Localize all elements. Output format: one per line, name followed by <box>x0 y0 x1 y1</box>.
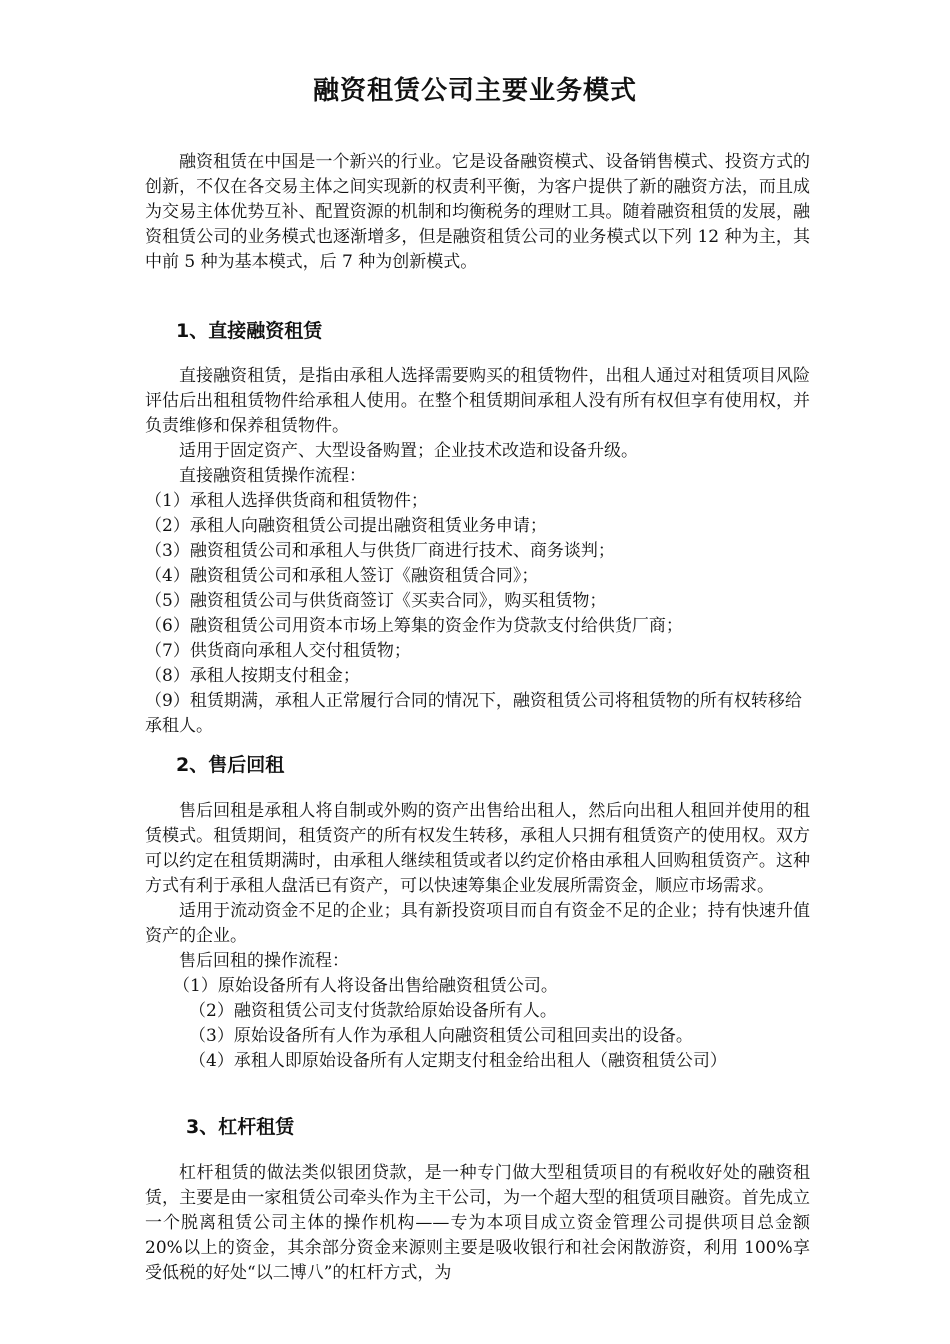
section1-flow-title: 直接融资租赁操作流程： <box>179 466 366 486</box>
section2-step: （4）承租人即原始设备所有人定期支付租金给出租人（融资租赁公司） <box>189 1051 727 1071</box>
page-title: 融资租赁公司主要业务模式 <box>312 76 637 106</box>
section3-paragraph: 杠杆租赁的做法类似银团贷款，是一种专门做大型租赁项目的有税收好处的融资租赁，主要是由一家租赁公司牵头作为主干公司，为一个超大型的租赁项目融资。首先成立一个脱离租赁公司主体的操作机构——专为本项目成立资金管理公司提供项目总金额 20%以上的资金，其余部分资金来源则主要是吸收银行和社会闲散游资，利用 100%享受低税的好处“以二博八”的杠杆方式，为 <box>145 1163 810 1283</box>
section2-flow-title: 售后回租的操作流程： <box>179 951 349 971</box>
intro-block <box>145 150 810 275</box>
section1-step: （3）融资租赁公司和承租人与供货厂商进行技术、商务谈判； <box>145 541 615 561</box>
section2-applicable: 适用于流动资金不足的企业；具有新投资项目而自有资金不足的企业；持有快速升值资产的企业。 <box>145 901 810 946</box>
section2-block <box>145 799 810 1074</box>
intro-paragraph: 融资租赁在中国是一个新兴的行业。它是设备融资模式、设备销售模式、投资方式的创新，不仅在各交易主体之间实现新的权责利平衡，为客户提供了新的融资方法，而且成为交易主体优势互补、配置资源的机制和均衡税务的理财工具。随着融资租赁的发展，融资租赁公司的业务模式也逐渐增多，但是融资租赁公司的业务模式以下列 12 种为主，其中前 5 种为基本模式，后 7 种为创新模式。 <box>145 152 810 272</box>
section1-step: （8）承租人按期支付租金； <box>145 666 360 686</box>
section1-block <box>145 364 810 739</box>
section1-step: （9）租赁期满，承租人正常履行合同的情况下，融资租赁公司将租赁物的所有权转移给承租人。 <box>145 691 802 736</box>
section2-step: （2）融资租赁公司支付货款给原始设备所有人。 <box>189 1001 557 1021</box>
section1-step: （2）承租人向融资租赁公司提出融资租赁业务申请； <box>145 516 547 536</box>
section2-step: （3）原始设备所有人作为承租人向融资租赁公司租回卖出的设备。 <box>189 1026 693 1046</box>
section1-applicable: 适用于固定资产、大型设备购置；企业技术改造和设备升级。 <box>179 441 638 461</box>
section1-step: （7）供货商向承租人交付租赁物； <box>145 641 411 661</box>
section2-heading: 2、售后回租 <box>176 754 285 776</box>
section2-step: （1）原始设备所有人将设备出售给融资租赁公司。 <box>173 976 558 996</box>
section3-block <box>145 1161 810 1286</box>
section1-step: （5）融资租赁公司与供货商签订《买卖合同》，购买租赁物； <box>145 591 607 611</box>
section1-step: （1）承租人选择供货商和租赁物件； <box>145 491 428 511</box>
section1-step: （4）融资租赁公司和承租人签订《融资租赁合同》； <box>145 566 539 586</box>
section2-paragraph: 售后回租是承租人将自制或外购的资产出售给出租人，然后向出租人租回并使用的租赁模式。租赁期间，租赁资产的所有权发生转移，承租人只拥有租赁资产的使用权。双方可以约定在租赁期满时，由承租人继续租赁或者以约定价格由承租人回购租赁资产。这种方式有利于承租人盘活已有资产，可以快速筹集企业发展所需资金，顺应市场需求。 <box>145 801 810 896</box>
section1-paragraph: 直接融资租赁，是指由承租人选择需要购买的租赁物件，出租人通过对租赁项目风险评估后出租租赁物件给承租人使用。在整个租赁期间承租人没有所有权但享有使用权，并负责维修和保养租赁物件。 <box>145 366 810 436</box>
section1-step: （6）融资租赁公司用资本市场上筹集的资金作为贷款支付给供货厂商； <box>145 616 683 636</box>
section1-heading: 1、直接融资租赁 <box>176 320 323 342</box>
section3-heading: 3、杠杆租赁 <box>186 1116 295 1138</box>
